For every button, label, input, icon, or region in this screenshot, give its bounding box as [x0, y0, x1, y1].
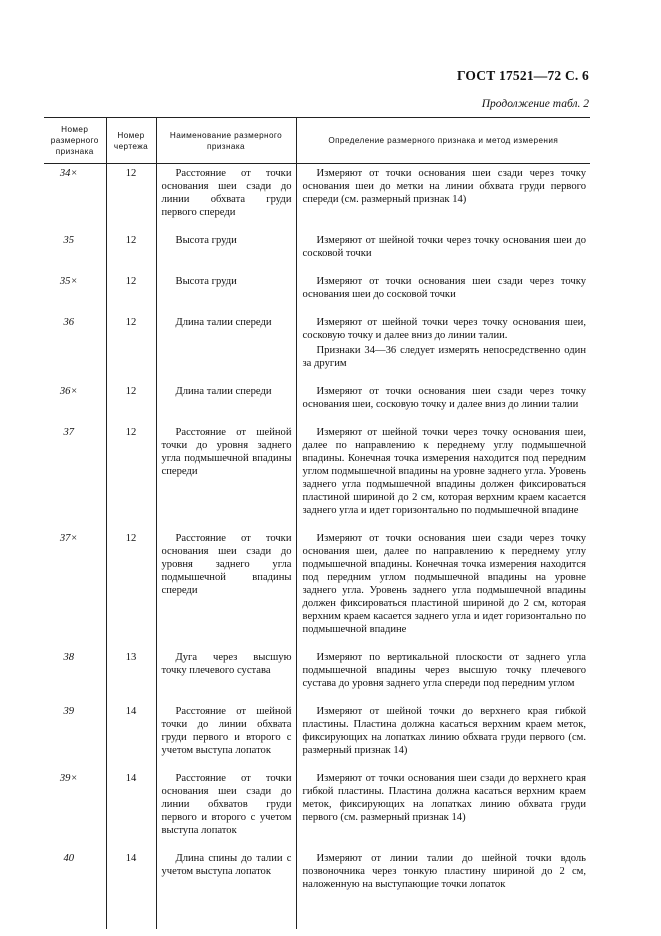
- feature-name: Расстояние от точки основания шеи сзади до линии обхватов груди первого и второго с учетом выступа лопаток: [156, 769, 296, 849]
- table-header-row: [44, 118, 590, 164]
- feature-name: Расстояние от шейной точки до линии обхвата груди первого и второго с учетом выступа лопаток: [156, 702, 296, 769]
- feature-definition: [296, 272, 590, 313]
- table-row: [44, 382, 590, 423]
- drawing-number: 13: [106, 648, 156, 702]
- table-row: [44, 702, 590, 769]
- table-row: [44, 769, 590, 849]
- definition-paragraph: Признаки 34—36 следует измерять непосредственно один за другим: [302, 345, 586, 369]
- column-header-name: Наименование размерного признака: [156, 118, 296, 164]
- feature-number: 37×: [59, 533, 78, 544]
- table-row: [44, 529, 590, 648]
- feature-definition: [296, 849, 590, 929]
- table-row: [44, 849, 590, 929]
- column-header-definition: Определение размерного признака и метод измерения: [296, 118, 590, 164]
- definition-paragraph: Измеряют от шейной точки через точку основания шеи, далее по направлению к переднему углу подмышечной впадины. Конечная точка измерения находится под передним углом подмышечной впадины на уровне заднего угла. Уровень заднего угла подмышечной впадины должен фиксироваться пластиной шириной до 2 см, которая верхним краем касается заднего угла и идет горизонтально по подмышечной впадине: [302, 427, 586, 516]
- drawing-number: 12: [106, 529, 156, 648]
- drawing-number: 12: [106, 313, 156, 382]
- feature-name: Длина талии спереди: [156, 313, 296, 382]
- feature-name: Высота груди: [156, 231, 296, 272]
- feature-name: Расстояние от точки основания шеи сзади до линии обхвата груди первого спереди: [156, 164, 296, 232]
- page-header-title: ГОСТ 17521—72 С. 6: [456, 68, 589, 83]
- drawing-number: 12: [106, 272, 156, 313]
- drawing-number: 14: [106, 769, 156, 849]
- feature-definition: [296, 529, 590, 648]
- feature-definition: [296, 648, 590, 702]
- drawing-number: 12: [106, 231, 156, 272]
- definition-paragraph: Измеряют по вертикальной плоскости от заднего угла подмышечной впадины через высшую точку плечевого сустава до уровня заднего угла спереди под передним углом: [302, 652, 586, 689]
- definition-paragraph: Измеряют от точки основания шеи сзади через точку основания шеи, сосковую точку и далее вниз до линии талии: [302, 386, 586, 410]
- drawing-number: 12: [106, 423, 156, 529]
- drawing-number: 12: [106, 164, 156, 232]
- feature-definition: [296, 231, 590, 272]
- feature-definition: [296, 423, 590, 529]
- column-header-number: Номер размерного признака: [44, 118, 106, 164]
- feature-name: Расстояние от точки основания шеи сзади до уровня заднего угла подмышечной впадины спереди: [156, 529, 296, 648]
- feature-number: 39×: [59, 773, 78, 784]
- feature-number: 38: [63, 652, 75, 663]
- feature-name: Расстояние от шейной точки до уровня заднего угла подмышечной впадины спереди: [156, 423, 296, 529]
- feature-name: Длина спины до талии с учетом выступа лопаток: [156, 849, 296, 929]
- feature-number: 34×: [59, 168, 78, 179]
- feature-definition: [296, 382, 590, 423]
- feature-number: 35×: [59, 276, 78, 287]
- table-row: [44, 423, 590, 529]
- feature-number: 36×: [59, 386, 78, 397]
- definition-paragraph: Измеряют от линии талии до шейной точки вдоль позвоночника через тонкую пластину шириной до 2 см, наложенную на выступающие точки лопаток: [302, 853, 586, 890]
- drawing-number: 14: [106, 702, 156, 769]
- drawing-number: 12: [106, 382, 156, 423]
- feature-number: 40: [63, 853, 75, 864]
- measurement-table: [44, 117, 590, 929]
- feature-definition: [296, 313, 590, 382]
- table-row: [44, 648, 590, 702]
- definition-paragraph: Измеряют от точки основания шеи сзади через точку основания шеи до сосковой точки: [302, 276, 586, 300]
- table-row: [44, 272, 590, 313]
- feature-name: Длина талии спереди: [156, 382, 296, 423]
- feature-definition: [296, 702, 590, 769]
- definition-paragraph: Измеряют от шейной точки через точку основания шеи, сосковую точку и далее вниз до линии талии.: [302, 317, 586, 341]
- definition-paragraph: Измеряют от шейной точки до верхнего края гибкой пластины. Пластина должна касаться верхним краем меток, фиксирующих на лопатках линию обхвата груди первого (см. размерный признак 14): [302, 706, 586, 756]
- definition-paragraph: Измеряют от точки основания шеи сзади до верхнего края гибкой пластины. Пластина должна касаться верхним краем меток, фиксирующих на лопатках линию обхвата груди первого (см. размерный признак 14): [302, 773, 586, 823]
- table-row: [44, 164, 590, 232]
- definition-paragraph: Измеряют от шейной точки через точку основания шеи до сосковой точки: [302, 235, 586, 259]
- feature-name: Высота груди: [156, 272, 296, 313]
- feature-number: 37: [63, 427, 75, 438]
- feature-number: 39: [63, 706, 75, 717]
- feature-definition: [296, 769, 590, 849]
- definition-paragraph: Измеряют от точки основания шеи сзади через точку основания шеи, далее по направлению к переднему углу подмышечной впадины. Конечная точка измерения находится под передним углом подмышечной впадины на уровне заднего угла. Уровень заднего угла подмышечной впадины должен фиксироваться пластиной шириной до 2 см, которая верхним краем касается заднего угла и идет горизонтально по подмышечной впадине: [302, 533, 586, 635]
- table-row: [44, 231, 590, 272]
- table-body: [44, 164, 590, 930]
- table-continuation-label: Продолжение табл. 2: [481, 98, 589, 110]
- drawing-number: 14: [106, 849, 156, 929]
- column-header-drawing: Номер чертежа: [106, 118, 156, 164]
- table-row: [44, 313, 590, 382]
- feature-definition: [296, 164, 590, 232]
- definition-paragraph: Измеряют от точки основания шеи сзади через точку основания шеи до метки на линии обхвата груди первого спереди (см. размерный признак 14): [302, 168, 586, 205]
- feature-name: Дуга через высшую точку плечевого сустава: [156, 648, 296, 702]
- feature-number: 35: [63, 235, 75, 246]
- feature-number: 36: [63, 317, 75, 328]
